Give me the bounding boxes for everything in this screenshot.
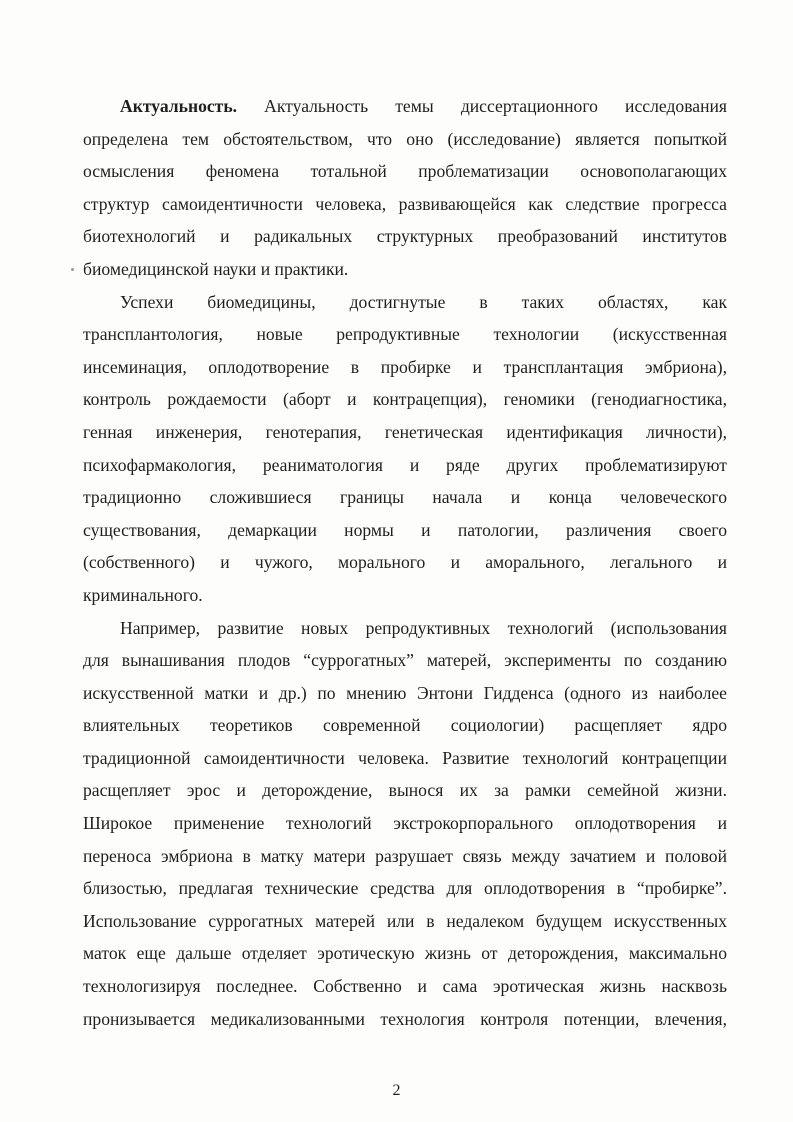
paragraph-line: определена тем обстоятельством, что оно (исследование) является попыткой (83, 128, 727, 149)
paragraph-line: технологизируя последнее. Собственно и сама эротическая жизнь насквозь (83, 976, 727, 997)
paragraph-line: искусственной матки и др.) по мнению Энтони Гидденса (одного из наиболее (83, 682, 727, 703)
paragraph-line: существования, демаркации нормы и патологии, различения своего (83, 519, 727, 540)
paragraph-reproductive-technologies (83, 612, 727, 1036)
paragraph-line: осмысления феномена тотальной проблематизации основополагающих (83, 161, 727, 182)
paragraph-line: инсеминация, оплодотворение в пробирке и трансплантация эмбриона), (83, 356, 727, 377)
paragraph-line: Например, развитие новых репродуктивных технологий (использования (120, 617, 727, 638)
paragraph-line: традиционной самоидентичности человека. Развитие технологий контрацепции (83, 747, 727, 768)
paragraph-line: близостью, предлагая технические средства для оплодотворения в “пробирке”. (83, 878, 727, 899)
page-number: 2 (392, 1082, 401, 1099)
paragraph-line: психофармакология, реаниматология и ряде других проблематизируют (83, 454, 727, 475)
paragraph-line: переноса эмбриона в матку матери разрушает связь между зачатием и половой (83, 845, 727, 866)
paragraph-line: Широкое применение технологий экстрокорпорального оплодотворения и (83, 813, 727, 834)
paragraph-line: традиционно сложившиеся границы начала и конца человеческого (83, 487, 727, 508)
paragraph-line: для вынашивания плодов “суррогатных” матерей, эксперименты по созданию (83, 650, 727, 671)
paragraph-line: генная инженерия, генотерапия, генетическая идентификация личности), (83, 421, 727, 442)
paragraph-line: криминального. (83, 584, 203, 605)
scan-speck (71, 268, 74, 271)
paragraph-line: структур самоидентичности человека, развивающейся как следствие прогресса (83, 193, 727, 214)
paragraph-lead-heading: Актуальность. (120, 96, 238, 116)
paragraph-line: влиятельных теоретиков современной социологии) расщепляет ядро (83, 715, 727, 736)
document-body (83, 90, 727, 1035)
paragraph-line: (собственного) и чужого, морального и аморального, легального и (83, 552, 727, 573)
paragraph-line: пронизывается медикализованными технология контроля потенции, влечения, (83, 1008, 727, 1029)
paragraph-line: расщепляет эрос и деторождение, вынося их за рамки семейной жизни. (83, 780, 727, 801)
paragraph-relevance (83, 90, 727, 286)
paragraph-line (83, 90, 727, 123)
paragraph-line: Успехи биомедицины, достигнутые в таких областях, как (120, 291, 727, 312)
paragraph-biomedicine-successes (83, 286, 727, 612)
paragraph-line: маток еще дальше отделяет эротическую жизнь от деторождения, максимально (83, 943, 727, 964)
paragraph-line: контроль рождаемости (аборт и контрацепция), геномики (генодиагностика, (83, 389, 727, 410)
paragraph-line: Использование суррогатных матерей или в недалеком будущем искусственных (83, 910, 727, 931)
paragraph-line: трансплантология, новые репродуктивные технологии (искусственная (83, 324, 727, 345)
paragraph-line-text: Актуальность темы диссертационного исследования (237, 96, 727, 116)
paragraph-line: биомедицинской науки и практики. (83, 258, 349, 279)
paragraph-line: биотехнологий и радикальных структурных преобразований институтов (83, 226, 727, 247)
